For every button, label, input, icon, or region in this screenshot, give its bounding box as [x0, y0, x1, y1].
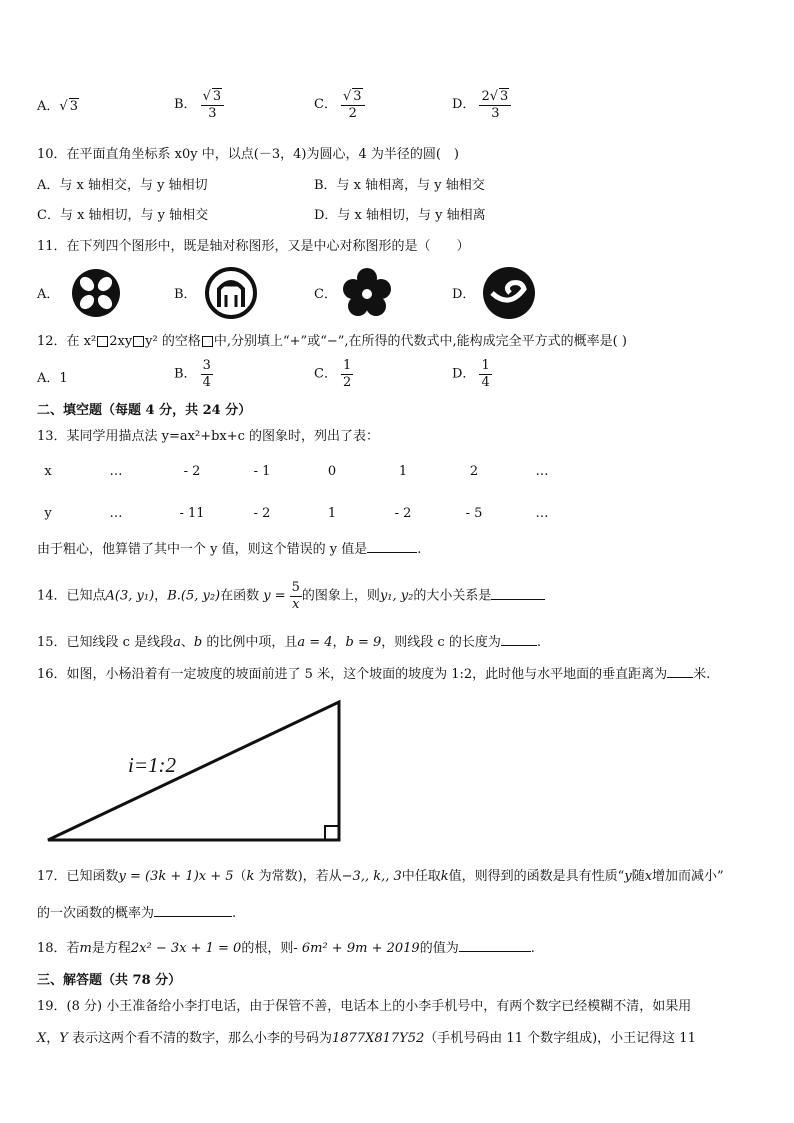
q15-sep: 、: [180, 635, 194, 650]
q17-pre: 17．已知函数: [37, 869, 119, 884]
q12-c-fraction: [341, 358, 353, 390]
section-3-heading: 三、解答题（共 78 分）: [37, 973, 182, 988]
q12-c-label: C．: [314, 366, 337, 382]
answer-blank: [154, 916, 232, 917]
q9-d-label: D．: [452, 97, 476, 113]
q12-option-b: [174, 358, 213, 390]
q9-d-coef: 2: [481, 89, 490, 104]
table-cell-y-5: - 2: [394, 506, 412, 521]
q17-set: −3,, k,, 3: [341, 869, 402, 884]
q15-a-eq: a = 4: [297, 635, 333, 650]
q17-stem: [37, 869, 724, 885]
q18-m: m: [79, 941, 92, 956]
q19-sep: ，: [46, 1031, 60, 1046]
answer-blank: [459, 951, 531, 952]
q18-post: 的值为: [419, 941, 459, 956]
q11-option-d-label: D．: [452, 287, 476, 302]
q19-x: X: [37, 1031, 47, 1046]
q9-d-fraction: $\frac{2√ 3}{3}$: [479, 88, 511, 121]
q14-stem: [37, 580, 545, 612]
q17-x: x: [644, 869, 653, 884]
q12-b-num: 3: [202, 358, 211, 373]
q14-sep: ，: [154, 588, 168, 604]
q12-c-num: 1: [342, 358, 352, 373]
q10-stem: 10．在平面直角坐标系 x0y 中，以点(－3，4)为圆心，4 为半径的圆( ): [37, 147, 459, 162]
q9-b-den: 3: [208, 105, 217, 121]
q17-mid: 中任取: [401, 869, 441, 884]
q11-option-a-label: A．: [37, 287, 60, 302]
q9-c-label: C．: [314, 97, 337, 113]
slope-label: i=1:2: [128, 753, 176, 777]
q14-point-b: B.(5, y₂): [167, 588, 221, 604]
q17-line2-text: 的一次函数的概率为: [37, 906, 155, 921]
right-angle-marker: [325, 826, 339, 840]
blank-box-icon: [202, 336, 213, 347]
swirl-emblem-icon: [478, 265, 540, 317]
answer-blank: [367, 552, 417, 553]
q11-option-b-label: B．: [174, 287, 197, 302]
q9-b-fraction: $\frac{√ 3}{3}$: [201, 88, 225, 121]
q12-stem-part3: y² 的空格: [145, 334, 201, 349]
q15-pre: 15．已知线段 c 是线段: [37, 635, 174, 650]
q9-d-den: 3: [491, 105, 500, 121]
q17-line2: 的一次函数的概率为 .: [37, 906, 237, 921]
q9-c-fraction: $\frac{√ 3}{2}$: [341, 88, 365, 121]
q12-option-c: [314, 358, 353, 390]
q17-paren-r: 为常数)，若从: [254, 869, 342, 884]
q18-mid: 是方程: [91, 941, 131, 956]
q12-d-den: 4: [481, 374, 490, 390]
table-cell-y-4: 1: [327, 506, 337, 521]
q14-frac-den: x: [292, 596, 300, 612]
q13-tail: 由于粗心，他算错了其中一个 y 值，则这个错误的 y 值是: [37, 542, 368, 557]
table-cell-y-1: …: [109, 506, 123, 521]
q17-mid3: 随: [631, 869, 645, 884]
table-cell-x-6: 2: [469, 464, 479, 479]
q10-option-b: B．与 x 轴相离，与 y 轴相交: [314, 178, 485, 193]
q12-d-label: D．: [452, 366, 476, 382]
answer-blank: [491, 599, 545, 600]
table-cell-y-6: - 5: [465, 506, 483, 521]
q17-function: y = (3k + 1)x + 5: [118, 869, 234, 884]
flower-emblem-icon: [336, 267, 398, 319]
q15-post: ，则线段 c 的长度为: [381, 635, 501, 650]
q12-option-d: [452, 358, 492, 390]
table-cell-x-5: 1: [398, 464, 408, 479]
q13-stem: 13．某同学用描点法 y=ax²+bx+c 的图象时，列出了表：: [37, 429, 380, 444]
q18-equation: 2x² − 3x + 1 = 0: [130, 941, 242, 956]
q17-k2: k: [440, 869, 449, 884]
q14-y12: y₁, y₂: [379, 588, 414, 604]
q14-point-a: A(3, y₁): [105, 588, 155, 604]
q9-c-num: 3: [353, 89, 362, 104]
q15-mid: 的比例中项，且: [202, 635, 298, 650]
table-cell-x-0: x: [44, 464, 52, 479]
table-cell-x-1: …: [109, 464, 123, 479]
q12-b-label: B．: [174, 366, 197, 382]
table-cell-y-3: - 2: [253, 506, 271, 521]
q17-mid2: 值，则得到的函数是具有性质“: [448, 869, 625, 884]
q9-option-a: A．√ 3: [37, 99, 78, 114]
q12-d-num: 1: [481, 358, 490, 373]
q18-stem: 18．若m是方程2x² − 3x + 1 = 0的根，则- 6m² + 9m + 2019的值为 .: [37, 941, 535, 956]
q16-stem: [37, 667, 710, 683]
slope-triangle: [48, 702, 339, 840]
q12-stem-part1: 12．在 x²: [37, 334, 97, 349]
q15-b: b: [193, 635, 203, 650]
q15-stem: 15．已知线段 c 是线段a、b 的比例中项，且a = 4，b = 9，则线段 c 的长度为 .: [37, 635, 541, 650]
q14-fraction: [290, 580, 302, 612]
q12-c-den: 2: [342, 374, 352, 390]
q14-mid: 在函数: [220, 588, 260, 604]
q12-d-fraction: [479, 358, 491, 390]
q14-frac-num: 5: [291, 580, 300, 595]
gate-emblem-icon: [200, 267, 262, 319]
q19-line2: [37, 1031, 696, 1047]
q19-line1: 19．(8 分) 小王准备给小李打电话，由于保管不善，电话本上的小李手机号中，有两个数字已经模糊不清，如果用: [37, 999, 692, 1014]
q13-question: 由于粗心，他算错了其中一个 y 值，则这个错误的 y 值是 .: [37, 542, 422, 557]
knot-emblem-icon: [65, 267, 127, 319]
answer-blank: [501, 645, 537, 646]
q17-y: y: [624, 869, 632, 884]
q9-b-num: 3: [212, 89, 222, 104]
q14-pre: 14．已知点: [37, 588, 106, 604]
q16-text: 16．如图，小杨沿着有一定坡度的坡面前进了 5 米，这个坡面的坡度为 1:2，此时他与水平地面的垂直距离为: [37, 667, 668, 682]
table-cell-y-7: …: [535, 506, 549, 521]
q11-option-c-label: C．: [314, 287, 337, 302]
table-cell-y-2: - 11: [179, 506, 205, 521]
q12-option-a: A．1: [37, 371, 68, 386]
q18-pre: 18．若: [37, 941, 80, 956]
q9-d-num: 3: [500, 89, 509, 104]
slope-triangle-figure: [44, 698, 354, 848]
q15-b-eq: b = 9: [345, 635, 382, 650]
q15-a: a: [173, 635, 181, 650]
table-cell-y-0: y: [44, 506, 52, 521]
q18-expression: - 6m² + 9m + 2019: [293, 941, 420, 956]
q18-mid2: 的根，则: [241, 941, 294, 956]
blank-box-icon: [97, 336, 108, 347]
q10-option-c: C．与 x 轴相切，与 y 轴相交: [37, 208, 209, 223]
q14-post: 的图象上，则: [301, 588, 380, 604]
q14-func-y: y =: [263, 588, 286, 604]
q19-mid: 表示这两个看不清的数字，那么小李的号码为: [67, 1031, 333, 1046]
table-cell-x-4: 0: [327, 464, 337, 479]
q12-stem-part2: 2xy: [109, 334, 133, 349]
table-cell-x-2: - 2: [183, 464, 201, 479]
q9-c-den: 2: [348, 105, 357, 121]
q19-phone-number: 1877X817Y52: [332, 1031, 425, 1046]
q12-b-fraction: [201, 358, 213, 390]
blank-box-icon: [133, 336, 144, 347]
q17-mid4: 增加而减小”: [652, 869, 724, 884]
q17-k1: k: [246, 869, 255, 884]
q16-tail: 米.: [693, 667, 711, 682]
section-2-heading: 二、填空题（每题 4 分，共 24 分）: [37, 403, 252, 418]
table-cell-x-3: - 1: [253, 464, 271, 479]
q15-comma: ，: [332, 635, 346, 650]
q9-a-root: 3: [69, 99, 78, 114]
q12-stem-part4: 中,分别填上“+”或“−”,在所得的代数式中,能构成完全平方式的概率是( ): [213, 334, 627, 349]
q9-option-d: [452, 88, 511, 121]
answer-blank: [667, 677, 693, 678]
q12-stem: [37, 334, 627, 350]
q17-paren-l: （: [233, 869, 247, 884]
q9-a-label: A．: [37, 99, 60, 114]
q19-tail: （手机号码由 11 个数字组成)，小王记得这 11: [424, 1031, 696, 1046]
q19-y: Y: [59, 1031, 68, 1046]
q14-tail: 的大小关系是: [413, 588, 492, 604]
table-cell-x-7: …: [535, 464, 549, 479]
q9-option-b: [174, 88, 224, 121]
q11-stem: 11．在下列四个图形中，既是轴对称图形，又是中心对称图形的是（ ）: [37, 239, 470, 254]
q9-option-c: [314, 88, 365, 121]
q12-b-den: 4: [202, 374, 211, 390]
q10-option-d: D．与 x 轴相切，与 y 轴相离: [314, 208, 486, 223]
q9-b-label: B．: [174, 97, 197, 113]
q10-option-a: A．与 x 轴相交，与 y 轴相切: [37, 178, 208, 193]
